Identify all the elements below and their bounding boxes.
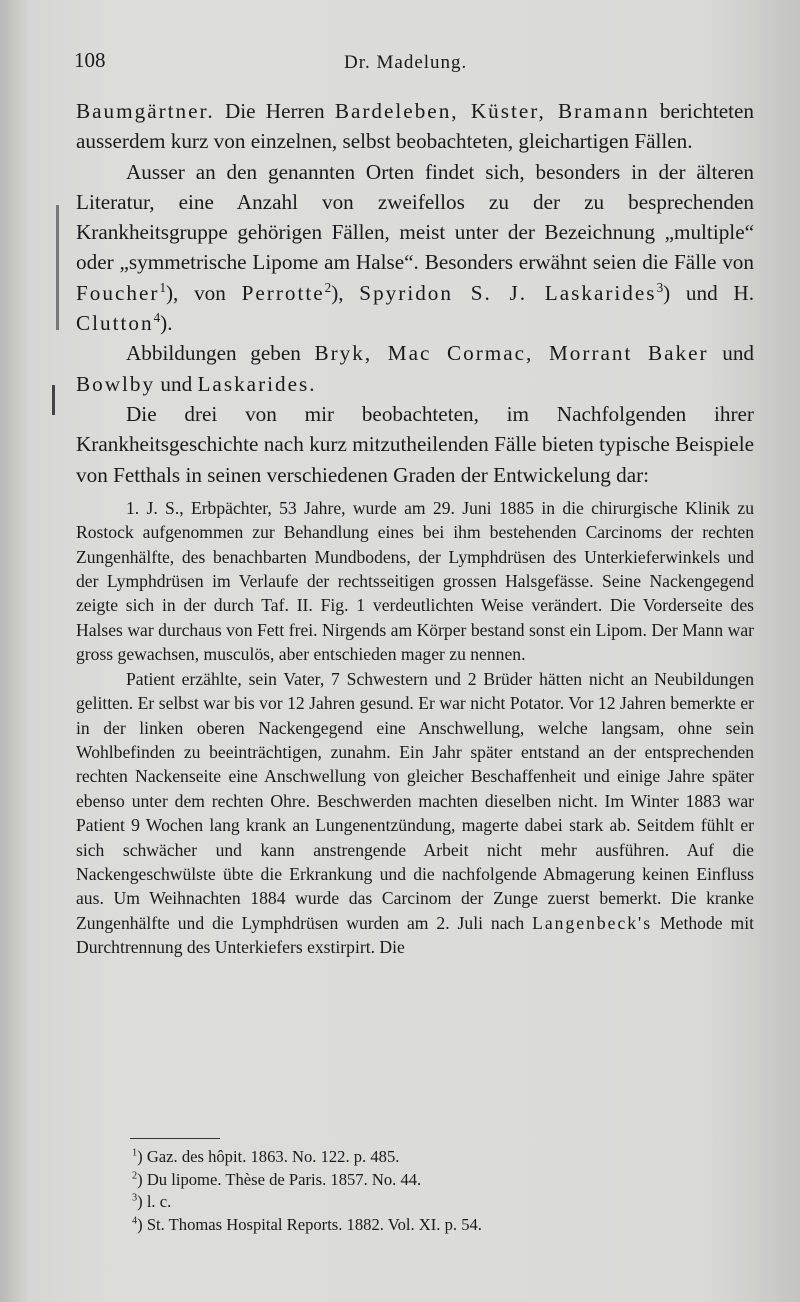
margin-mark — [56, 205, 59, 330]
text-run: und — [155, 371, 198, 396]
author-name: Bowlby — [76, 371, 156, 396]
text-run: Patient erzählte, sein Vater, 7 Schwestern und 2 Brüder hätten nicht an Neubildungen gelitten. Er selbst war bis vor 12 Jahren gesund. Er war nicht Potator. Vor 12 Jahren bemerkte er in der linken oberen Nackengegend eine Anschwellung, welche langsam, ohne sein Wohlbefinden zu beeinträchtigen, zunahm. Ein Jahr später entstand an der entsprechenden rechten Nackenseite eine Anschwellung von gleicher Beschaffenheit und einige Jahre später ebenso unter dem rechten Ohre. Beschwerden machten dieselben nicht. Im Winter 1883 war Patient 9 Wochen lang krank an Lungenentzündung, magerte dabei stark ab. Seitdem fühlt er sich schwächer und kann anstrengende Arbeit nicht mehr ausführen. Auf die Nackengeschwülste übte die Erkrankung und die nachfolgende Abmagerung keinen Einfluss aus. Um Weihnachten 1884 wurde das Carcinom der Zunge zuerst bemerkt. Die kranke Zungenhälfte und die Lymphdrüsen wurden am 2. Juli nach — [76, 668, 754, 933]
paragraph — [76, 157, 754, 339]
author-name: Foucher — [76, 280, 160, 305]
footnotes — [132, 1146, 692, 1236]
paragraph: Die drei von mir beobachteten, im Nachfolgenden ihrer Krankheitsgeschichte nach kurz mitzutheilenden Fälle bieten typische Beispiele von Fetthals in seinen verschiedenen Graden der Entwickelung dar: — [76, 401, 754, 487]
author-name: Clutton — [76, 311, 154, 336]
margin-mark — [52, 385, 55, 415]
footnote — [132, 1191, 692, 1214]
text-run: und — [708, 341, 754, 366]
author-name: Laskarides. — [197, 371, 317, 396]
author-names: Bardeleben, Küster, Bramann — [334, 99, 650, 123]
author-names: Bryk, Mac Cormac, Morrant Baker — [314, 341, 709, 366]
footnote-text: ) Du lipome. Thèse de Paris. 1857. No. 44. — [137, 1169, 422, 1189]
footnote — [132, 1146, 692, 1169]
footnote-text: ) Gaz. des hôpit. 1863. No. 122. p. 485. — [137, 1147, 400, 1166]
main-text — [76, 96, 754, 490]
footnote-text: ) l. c. — [137, 1192, 172, 1211]
author-name: Langenbeck's — [532, 912, 653, 933]
text-run: ). — [160, 311, 173, 336]
author-name: Perrotte — [241, 280, 325, 305]
case-paragraph — [76, 667, 754, 960]
text-run: berichteten ausserdem kurz von einzelnen, selbst beobachteten, gleichartigen Fällen. — [76, 99, 754, 154]
footnote-mark: 4 — [132, 1214, 138, 1226]
case-report — [76, 496, 754, 960]
body-text — [76, 96, 754, 960]
text-run: Abbildungen geben — [126, 341, 315, 366]
case-paragraph: 1. J. S., Erbpächter, 53 Jahre, wurde am 29. Juni 1885 in die chirurgische Klinik zu Rostock aufgenommen zur Behandlung eines bei ihm bestehenden Carcinoms der rechten Zungenhälfte, des benachbarten Mundbodens, der Lymphdrüsen des Unterkieferwinkels und der Lymphdrüsen im Verlaufe der rechtsseitigen grossen Halsgefässe. Seine Nackengegend zeigte sich in der durch Taf. II. Fig. 1 verdeutlichten Weise verändert. Die Vorderseite des Halses war durchaus von Fett frei. Nirgends am Körper bestand sonst ein Lipom. Der Mann war gross gewachsen, musculös, aber entschieden mager zu nennen. — [76, 497, 754, 665]
footnote-mark: 2 — [132, 1169, 138, 1181]
footnote-mark: 1 — [132, 1147, 138, 1159]
text-run: Ausser an den genannten Orten findet sich, besonders in der älteren Literatur, eine Anzahl von zweifellos zu der zu besprechenden Krankheitsgruppe gehörigen Fällen, meist unter der Bezeichnung „multiple“ oder „symmetrische Lipome am Halse“. Besonders erwähnt seien die Fälle von — [76, 159, 754, 275]
author-name: Baumgärtner. — [76, 99, 215, 123]
footnote — [132, 1169, 692, 1192]
footnote-ref: 3 — [656, 279, 664, 295]
footnote-ref: 4 — [153, 310, 161, 326]
footnote — [132, 1214, 692, 1237]
text-run: Die Herren — [214, 99, 335, 123]
paragraph — [76, 338, 754, 399]
author-name: Spyridon S. J. Laskarides — [359, 280, 657, 305]
footnote-mark: 3 — [132, 1192, 138, 1204]
footnote-divider — [130, 1138, 220, 1139]
text-run: ), — [331, 280, 360, 305]
page-number: 108 — [74, 48, 106, 72]
text-run: ), von — [166, 280, 242, 305]
text-run: ) und H. — [663, 280, 755, 305]
running-head: Dr. Madelung. — [344, 52, 468, 73]
footnote-text: ) St. Thomas Hospital Reports. 1882. Vol. XI. p. 54. — [137, 1214, 482, 1234]
page-header — [74, 48, 750, 78]
text-run: Methode mit Durchtrennung des Unterkiefers exstirpirt. Die — [76, 912, 754, 958]
footnote-ref: 2 — [324, 279, 332, 295]
footnote-ref: 1 — [159, 279, 166, 295]
paragraph — [76, 96, 754, 157]
